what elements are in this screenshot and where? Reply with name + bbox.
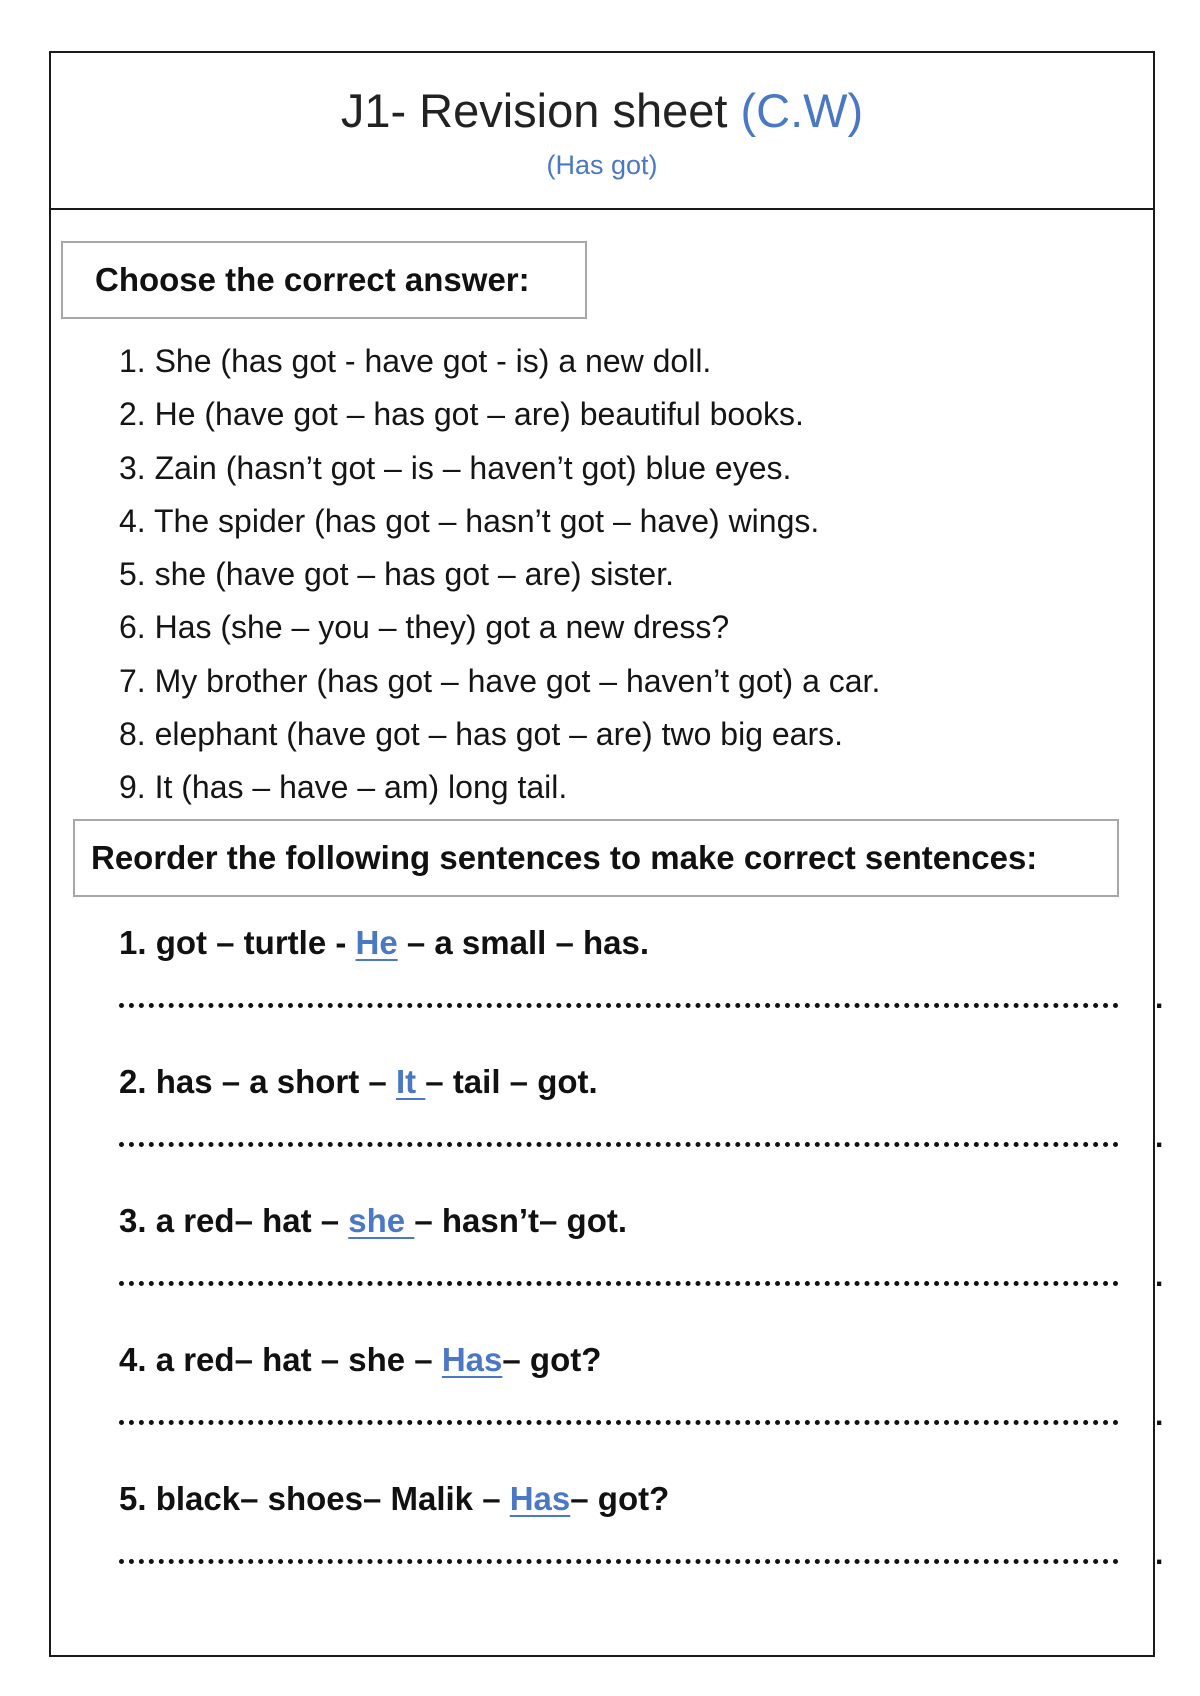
question-item: 1. She (has got - have got - is) a new doll.: [119, 343, 712, 379]
word-group: – hasn’t– got.: [414, 1202, 628, 1239]
answer-line-period: .: [1155, 1538, 1164, 1571]
reorder-sentence: [119, 1199, 669, 1243]
reorder-item: [119, 921, 1164, 1060]
highlighted-word: He: [355, 924, 398, 961]
word-group: – got?: [502, 1341, 602, 1378]
word-group: – got?: [570, 1480, 670, 1517]
reorder-sentence: [119, 921, 669, 965]
question-item: 2. He (have got – has got – are) beautiful books.: [119, 396, 804, 433]
reorder-list: [119, 921, 1164, 1616]
question-item: 7. My brother (has got – have got – haven’t got) a car.: [119, 662, 881, 699]
question-item: 3. Zain (hasn’t got – is – haven’t got) blue eyes.: [119, 449, 792, 486]
answer-line-period: .: [1155, 982, 1164, 1015]
title-accent: (C.W): [740, 84, 864, 137]
reorder-item: [119, 1338, 1164, 1477]
word-group: 5. black– shoes– Malik –: [119, 1480, 510, 1517]
title-main: J1- Revision sheet: [340, 84, 741, 137]
answer-line[interactable]: [119, 1122, 1119, 1147]
reorder-sentence: [119, 1338, 669, 1382]
question-item: 6. Has (she – you – they) got a new dress?: [119, 609, 730, 646]
section-heading-choose: Choose the correct answer:: [61, 241, 587, 319]
highlighted-word: Has: [509, 1480, 571, 1517]
answer-line-period: .: [1155, 1121, 1164, 1154]
section-heading-reorder: Reorder the following sentences to make correct sentences:: [73, 819, 1119, 897]
word-group: 3. a red– hat –: [119, 1202, 349, 1239]
worksheet-header: [51, 53, 1153, 210]
reorder-sentence: [119, 1060, 669, 1104]
word-group: 2. has – a short –: [119, 1063, 396, 1100]
word-group: 4. a red– hat – she –: [119, 1341, 442, 1378]
answer-line-period: .: [1155, 1260, 1164, 1293]
question-item: 4. The spider (has got – hasn’t got – have) wings.: [119, 502, 820, 539]
highlighted-word: she: [348, 1202, 415, 1239]
answer-line[interactable]: [119, 1400, 1119, 1425]
question-item: 5. she (have got – has got – are) sister.: [119, 556, 674, 593]
reorder-sentence: [119, 1477, 669, 1521]
reorder-item: [119, 1199, 1164, 1338]
reorder-item: [119, 1477, 1164, 1616]
worksheet-page: [49, 51, 1164, 1657]
multiple-choice-list: [119, 335, 880, 815]
highlighted-word: It: [395, 1063, 426, 1100]
word-group: – a small – has.: [397, 924, 650, 961]
answer-line-period: .: [1155, 1399, 1164, 1432]
word-group: – tail – got.: [425, 1063, 598, 1100]
reorder-item: [119, 1060, 1164, 1199]
worksheet-subtitle: (Has got): [546, 150, 658, 180]
answer-line[interactable]: [119, 983, 1119, 1008]
worksheet-title: [51, 83, 1153, 139]
highlighted-word: Has: [441, 1341, 503, 1378]
question-item: 9. It (has – have – am) long tail.: [119, 769, 568, 806]
word-group: 1. got – turtle -: [119, 924, 356, 961]
answer-line[interactable]: [119, 1261, 1119, 1286]
answer-line[interactable]: [119, 1539, 1119, 1564]
question-item: 8. elephant (have got – has got – are) two big ears.: [119, 716, 844, 753]
